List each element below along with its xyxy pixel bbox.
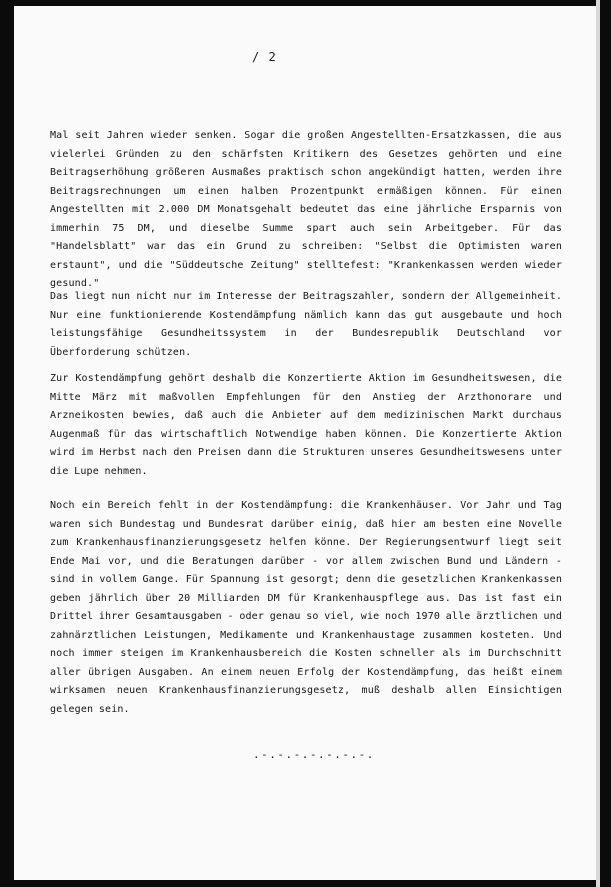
paper-edge bbox=[596, 0, 600, 887]
closing-separator: .-.-.-.-.-.-.-. bbox=[253, 748, 375, 761]
paragraph-hospitals: Noch ein Bereich fehlt in der Kostendämpfung: die Krankenhäuser. Vor Jahr und Tag waren sich Bundestag und Bundesrat darüber einig, daß hier am besten eine Novelle zum Krankenhausfinanzierungsgesetz helfen könne. Der Regierungsentwurf liegt seit Ende Mai vor, und die Beratungen darüber - vor allem zwischen Bund und Ländern - sind in vollem Gange. Für Spannung ist gesorgt; denn die gesetzlichen Krankenkassen geben jährlich über 20 Milliarden DM für Krankenhauspflege aus. Das ist fast ein Drittel ihrer Gesamtausgaben - oder genau so viel, wie noch 1970 alle ärztlichen und zahnärztlichen Leistungen, Medikamente und Krankenhaustage zusammen kosteten. Und noch immer steigen im Krankenhausbereich die Kosten schneller als im Durchschnitt aller übrigen Ausgaben. An einem neuen Erfolg der Kostendämpfung, das heißt einem wirksamen neuen Krankenhausfinanzierungsgesetz, muß deshalb allen Einsichtigen gelegen sein. bbox=[50, 500, 562, 715]
page-number: / 2 bbox=[252, 50, 277, 64]
paragraph-concerted-action: Zur Kostendämpfung gehört deshalb die Konzertierte Aktion im Gesundheitswesen, die Mitte März mit maßvollen Empfehlungen für den Anstieg der Arzthonorare und Arzneikosten bewies, daß auch die Anbieter auf dem medizinischen Markt durchaus Augenmaß für das wirtschaftlich Notwendige haben können. Die Konzertierte Aktion wird im Herbst nach den Preisen dann die Strukturen unseres Gesundheitswesens unter die Lupe nehmen. bbox=[50, 373, 562, 477]
paragraph-contribution-rates: Mal seit Jahren wieder senken. Sogar die großen Angestellten-Ersatzkassen, die aus vielerlei Gründen zu den schärfsten Kritikern des Gesetzes gehörten und eine Beitragserhöhung größeren Ausmaßes praktisch schon angekündigt hatten, werden ihre Beitragsrechnungen um einen halben Prozentpunkt ermäßigen können. Für einen Angestellten mit 2.000 DM Monatsgehalt bedeutet das eine jährliche Ersparnis von immerhin 75 DM, und dieselbe Summe spart auch sein Arbeitgeber. Für das "Handelsblatt" war das ein Grund zu schreiben: "Selbst die Optimisten waren erstaunt", und die "Süddeutsche Zeitung" stelltefest: "Krankenkassen werden wieder gesund." bbox=[50, 130, 562, 289]
paragraph-public-interest: Das liegt nun nicht nur im Interesse der Beitragszahler, sondern der Allgemeinheit. Nur eine funktionierende Kostendämpfung nämlich kann das gut ausgebaute und hoch leistungsfähige Gesundheitssystem in der Bundesrepublik Deutschland vor Überforderung schützen. bbox=[50, 291, 562, 358]
